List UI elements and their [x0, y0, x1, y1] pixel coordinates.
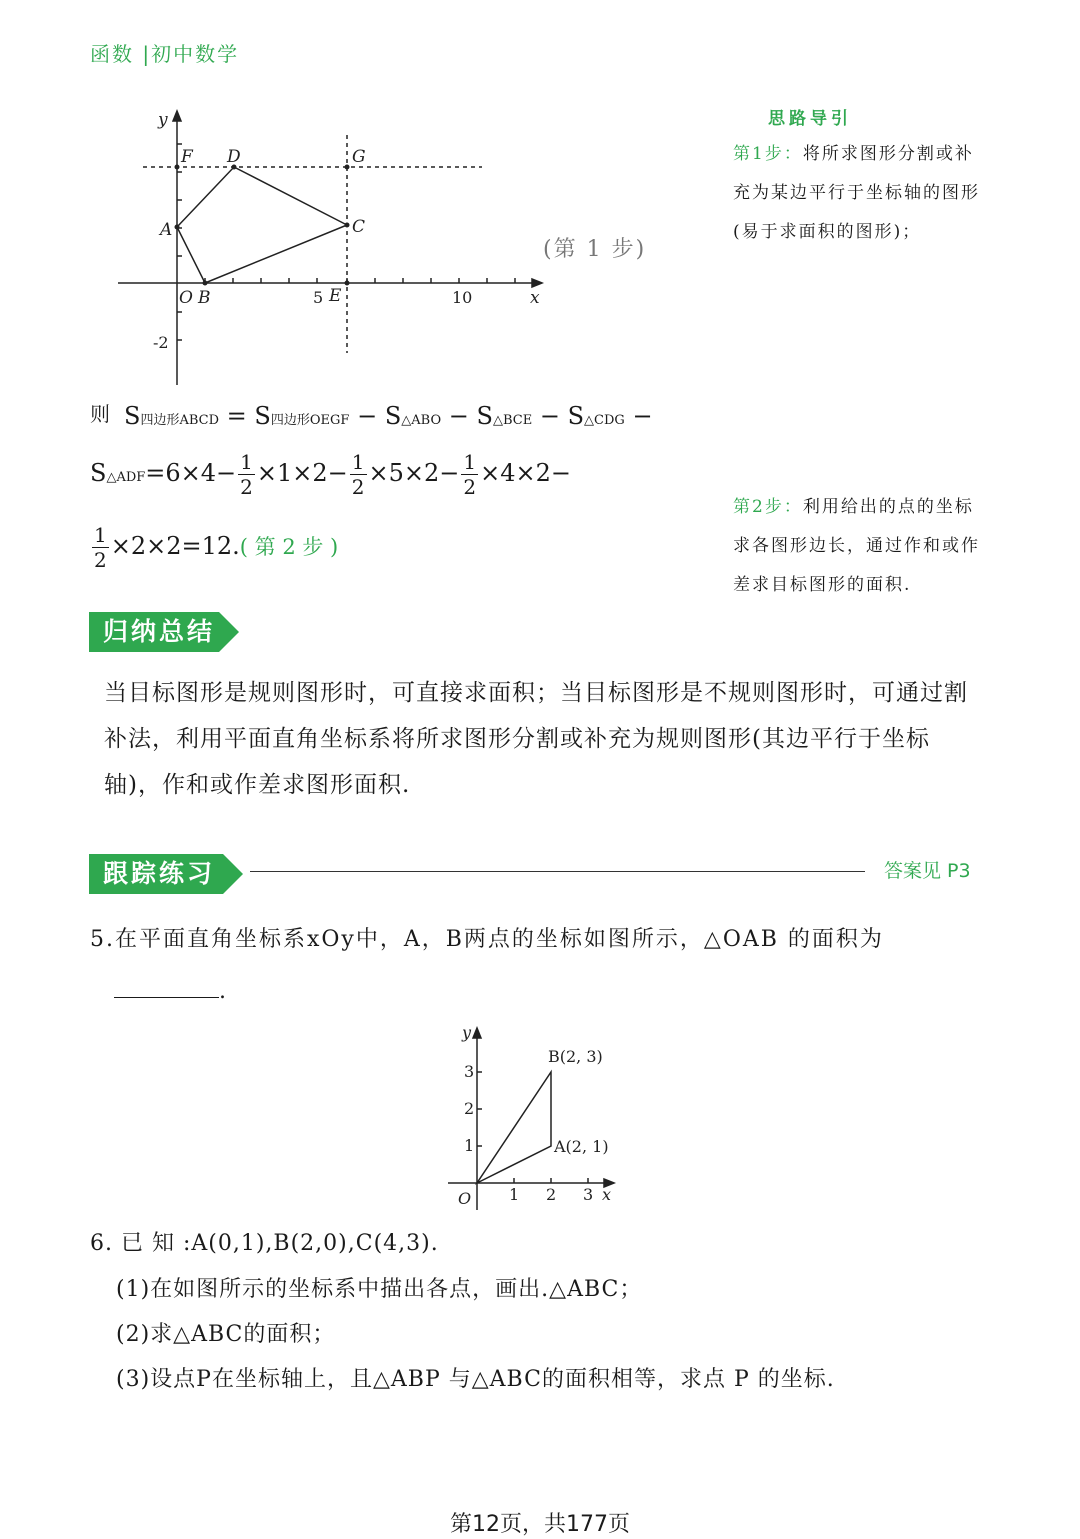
label-o: O: [458, 1189, 472, 1208]
area-symbol: S: [567, 402, 585, 430]
label-d: D: [227, 147, 241, 167]
x-axis-arrow: [532, 279, 542, 287]
area-subscript: △BCE: [492, 413, 533, 428]
label-a: A: [160, 220, 173, 240]
tick-y-3: 3: [464, 1062, 475, 1081]
summary-tag: [89, 612, 239, 652]
equals-sign: =: [226, 402, 247, 430]
tick-y-2: 2: [464, 1099, 475, 1118]
guide-title: 思路导引: [768, 109, 852, 129]
label-g: G: [352, 147, 366, 167]
figure-q5-coordinate-plane: [440, 1020, 640, 1215]
area-subscript: 四边形OEGF: [270, 413, 350, 428]
label-x: x: [530, 288, 540, 308]
question-6-part-3: (3)设点P在坐标轴上，且△ABP 与△ABC的面积相等，求点 P 的坐标.: [116, 1367, 835, 1392]
answer-reference: 答案见 P3: [884, 860, 971, 882]
fraction-half: $\frac{1}{2}$: [463, 450, 477, 499]
guide-step1-text: 将所求图形分割或补充为某边平行于坐标轴的图形(易于求面积的图形)；: [733, 144, 980, 242]
label-c: C: [352, 217, 366, 237]
section-divider: [250, 871, 865, 872]
formula-line-2: [90, 452, 571, 497]
area-subscript: △ADF: [106, 470, 146, 485]
formula-line-1: [124, 402, 653, 430]
guide-step2-text: 利用给出的点的坐标求各图形边长，通过作和或作差求目标图形的面积.: [733, 497, 980, 595]
area-subscript: △ABO: [401, 413, 442, 428]
fraction-half: $\frac{1}{2}$: [240, 450, 253, 499]
formula-ze: 则: [90, 402, 110, 426]
label-y: y: [462, 1023, 472, 1042]
area-symbol: S: [254, 402, 271, 430]
label-point-b: B(2, 3): [548, 1047, 603, 1066]
formula-term: =6×4−: [145, 459, 237, 487]
fraction-half: $\frac{1}{2}$: [351, 450, 365, 499]
tick-x-3: 3: [583, 1185, 594, 1204]
label-o: O: [179, 288, 193, 308]
tick-label-5: 5: [313, 288, 324, 307]
question-6-part-2: (2)求△ABC的面积；: [116, 1322, 336, 1347]
area-symbol: S: [124, 402, 141, 430]
question-6-stem: 6. 已 知 :A(0,1),B(2,0),C(4,3).: [90, 1231, 439, 1256]
tick-label-10: 10: [452, 288, 473, 307]
formula-term: ×1×2−: [256, 459, 348, 487]
step2-tag: ( 第 2 步 ): [239, 535, 339, 559]
quadrilateral-abcd: [177, 167, 347, 283]
question-6-part-1: (1)在如图所示的坐标系中描出各点，画出.△ABC；: [116, 1277, 643, 1302]
fraction-half: $\frac{1}{2}$: [94, 523, 107, 572]
formula-line-3: [90, 525, 338, 570]
formula-term: ×5×2−: [368, 459, 460, 487]
summary-text: 当目标图形是规则图形时，可直接求面积；当目标图形是不规则图形时，可通过割补法，利用平面直角坐标系将所求图形分割或补充为规则图形(其边平行于坐标轴)，作和或作差求图形面积.: [104, 680, 968, 798]
tick-x-2: 2: [546, 1185, 557, 1204]
tick-y-1: 1: [464, 1136, 475, 1155]
label-b: B: [198, 288, 211, 308]
question-5: 5.在平面直角坐标系xOy中，A，B两点的坐标如图所示，△OAB 的面积为: [90, 927, 884, 952]
figure-step1-caption: (第 1 步): [543, 237, 647, 262]
area-subscript: △CDG: [584, 413, 625, 428]
blank-line: [114, 975, 219, 998]
header-title: 函数 |初中数学: [90, 42, 240, 66]
guide-step2: [733, 488, 983, 605]
label-f: F: [181, 147, 193, 167]
guide-step1: [733, 135, 983, 252]
triangle-oab: [477, 1072, 551, 1183]
practice-tag-label: 跟踪练习: [103, 859, 216, 888]
label-x: x: [602, 1185, 612, 1204]
guide-step2-label: 第2步：: [733, 497, 803, 517]
figure-step1-coordinate-plane: [110, 105, 550, 390]
y-axis-arrow: [173, 111, 181, 121]
area-subscript: 四边形ABCD: [140, 413, 220, 428]
area-symbol: S: [476, 402, 493, 430]
y-axis-arrow: [473, 1028, 481, 1038]
label-y: y: [158, 110, 168, 130]
blank-period: .: [219, 979, 226, 1004]
answer-blank: [114, 975, 226, 1004]
minus-sign: −: [448, 402, 469, 430]
summary-tag-label: 归纳总结: [103, 617, 216, 646]
label-e: E: [329, 286, 342, 306]
page-number: 第12页，共177页: [450, 1512, 630, 1537]
label-point-a: A(2, 1): [554, 1137, 609, 1156]
formula-term: ×4×2−: [480, 459, 571, 487]
area-symbol: S: [90, 459, 107, 487]
minus-sign: −: [357, 402, 378, 430]
practice-tag: [89, 854, 243, 894]
formula-term: ×2×2=12.: [110, 532, 240, 560]
guide-step1-label: 第1步：: [733, 144, 803, 164]
minus-sign: −: [632, 402, 653, 430]
area-symbol: S: [384, 402, 402, 430]
minus-sign: −: [539, 402, 560, 430]
tick-label-minus2: -2: [153, 333, 169, 352]
tick-x-1: 1: [509, 1185, 520, 1204]
